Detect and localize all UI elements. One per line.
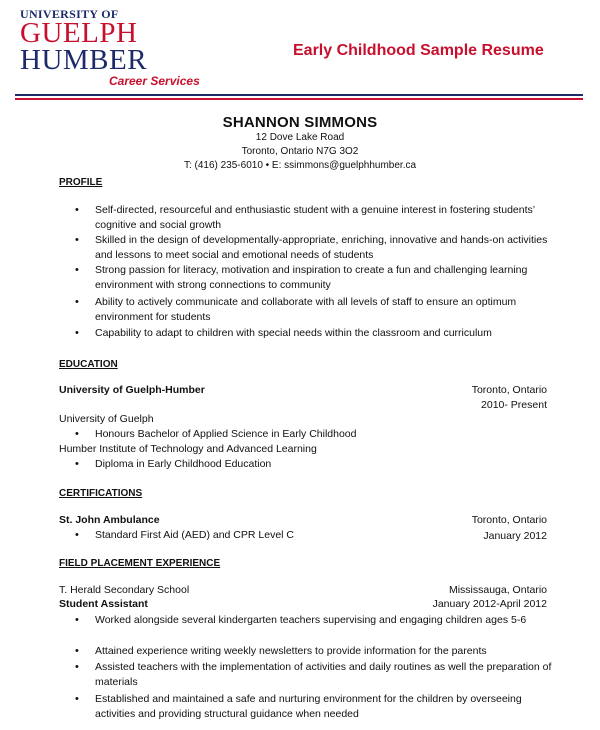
logo-university-of: UNIVERSITY OF <box>20 7 119 21</box>
placement-dates: January 2012-April 2012 <box>432 598 547 610</box>
certification-item: • Standard First Aid (AED) and CPR Level C <box>95 528 555 543</box>
placement-school: T. Herald Secondary School <box>59 584 190 596</box>
certification-org-row <box>59 513 547 527</box>
profile-heading: PROFILE <box>59 177 103 188</box>
education-institution-row <box>59 383 547 397</box>
placement-bullet: • Attained experience writing weekly newsletters to provide information for the parents <box>95 644 555 659</box>
placement-heading: FIELD PLACEMENT EXPERIENCE <box>59 558 221 569</box>
placement-bullet: • Assisted teachers with the implementation of activities and daily routines as well the preparation of materials <box>95 660 555 690</box>
placement-role: Student Assistant <box>59 598 148 610</box>
education-location: Toronto, Ontario <box>471 384 547 396</box>
education-school-2: Humber Institute of Technology and Advanced Learning <box>59 443 317 455</box>
placement-role-row <box>59 597 547 611</box>
placement-bullet: • Established and maintained a safe and nurturing environment for the children by overseeing activities and providing structural guidance when needed <box>95 692 555 722</box>
university-logo <box>20 7 200 88</box>
logo-career-services: Career Services <box>109 74 200 88</box>
placement-school-row <box>59 583 547 597</box>
profile-bullet: • Capability to adapt to children with special needs within the classroom and curriculum <box>95 326 555 341</box>
placement-location: Mississauga, Ontario <box>448 584 547 596</box>
profile-bullet: • Skilled in the design of developmentally-appropriate, enriching, innovative and hands-on activities and lessons to meet social and emotional needs of students <box>95 233 555 263</box>
logo-humber: HUMBER <box>20 44 148 76</box>
profile-bullet: • Ability to actively communicate and collaborate with all levels of staff to ensure an optimum environment for students <box>95 295 555 325</box>
certification-org: St. John Ambulance <box>59 514 160 526</box>
address-line-2: Toronto, Ontario N7G 3O2 <box>241 146 359 157</box>
profile-bullet: • Strong passion for literacy, motivation and inspiration to create a fun and challenging learning environment with strong connections to community <box>95 263 555 293</box>
profile-bullet: • Self-directed, resourceful and enthusiastic student with a genuine interest in fostering students’ cognitive and social growth <box>95 203 555 233</box>
education-degree-2: • Diploma in Early Childhood Education <box>95 457 555 472</box>
education-school-1: University of Guelph <box>59 413 154 425</box>
certification-date: January 2012 <box>483 530 547 542</box>
education-dates: 2010- Present <box>481 399 547 411</box>
education-degree-1: • Honours Bachelor of Applied Science in Early Childhood <box>95 427 555 442</box>
header-divider-red <box>15 98 583 100</box>
education-heading: EDUCATION <box>59 359 118 370</box>
certifications-heading: CERTIFICATIONS <box>59 488 143 499</box>
address-line-1: 12 Dove Lake Road <box>255 132 345 143</box>
phone-email: T: (416) 235-6010 • E: ssimmons@guelphhumber.ca <box>183 160 417 171</box>
document-title: Early Childhood Sample Resume <box>293 42 544 59</box>
education-institution: University of Guelph-Humber <box>59 384 205 396</box>
placement-bullet: • Worked alongside several kindergarten teachers supervising and engaging children ages 5-6 <box>95 613 555 628</box>
certification-location: Toronto, Ontario <box>471 514 547 526</box>
candidate-name: SHANNON SIMMONS <box>222 114 378 131</box>
header-divider-blue <box>15 94 583 96</box>
logo-guelph: GUELPH <box>20 17 138 49</box>
